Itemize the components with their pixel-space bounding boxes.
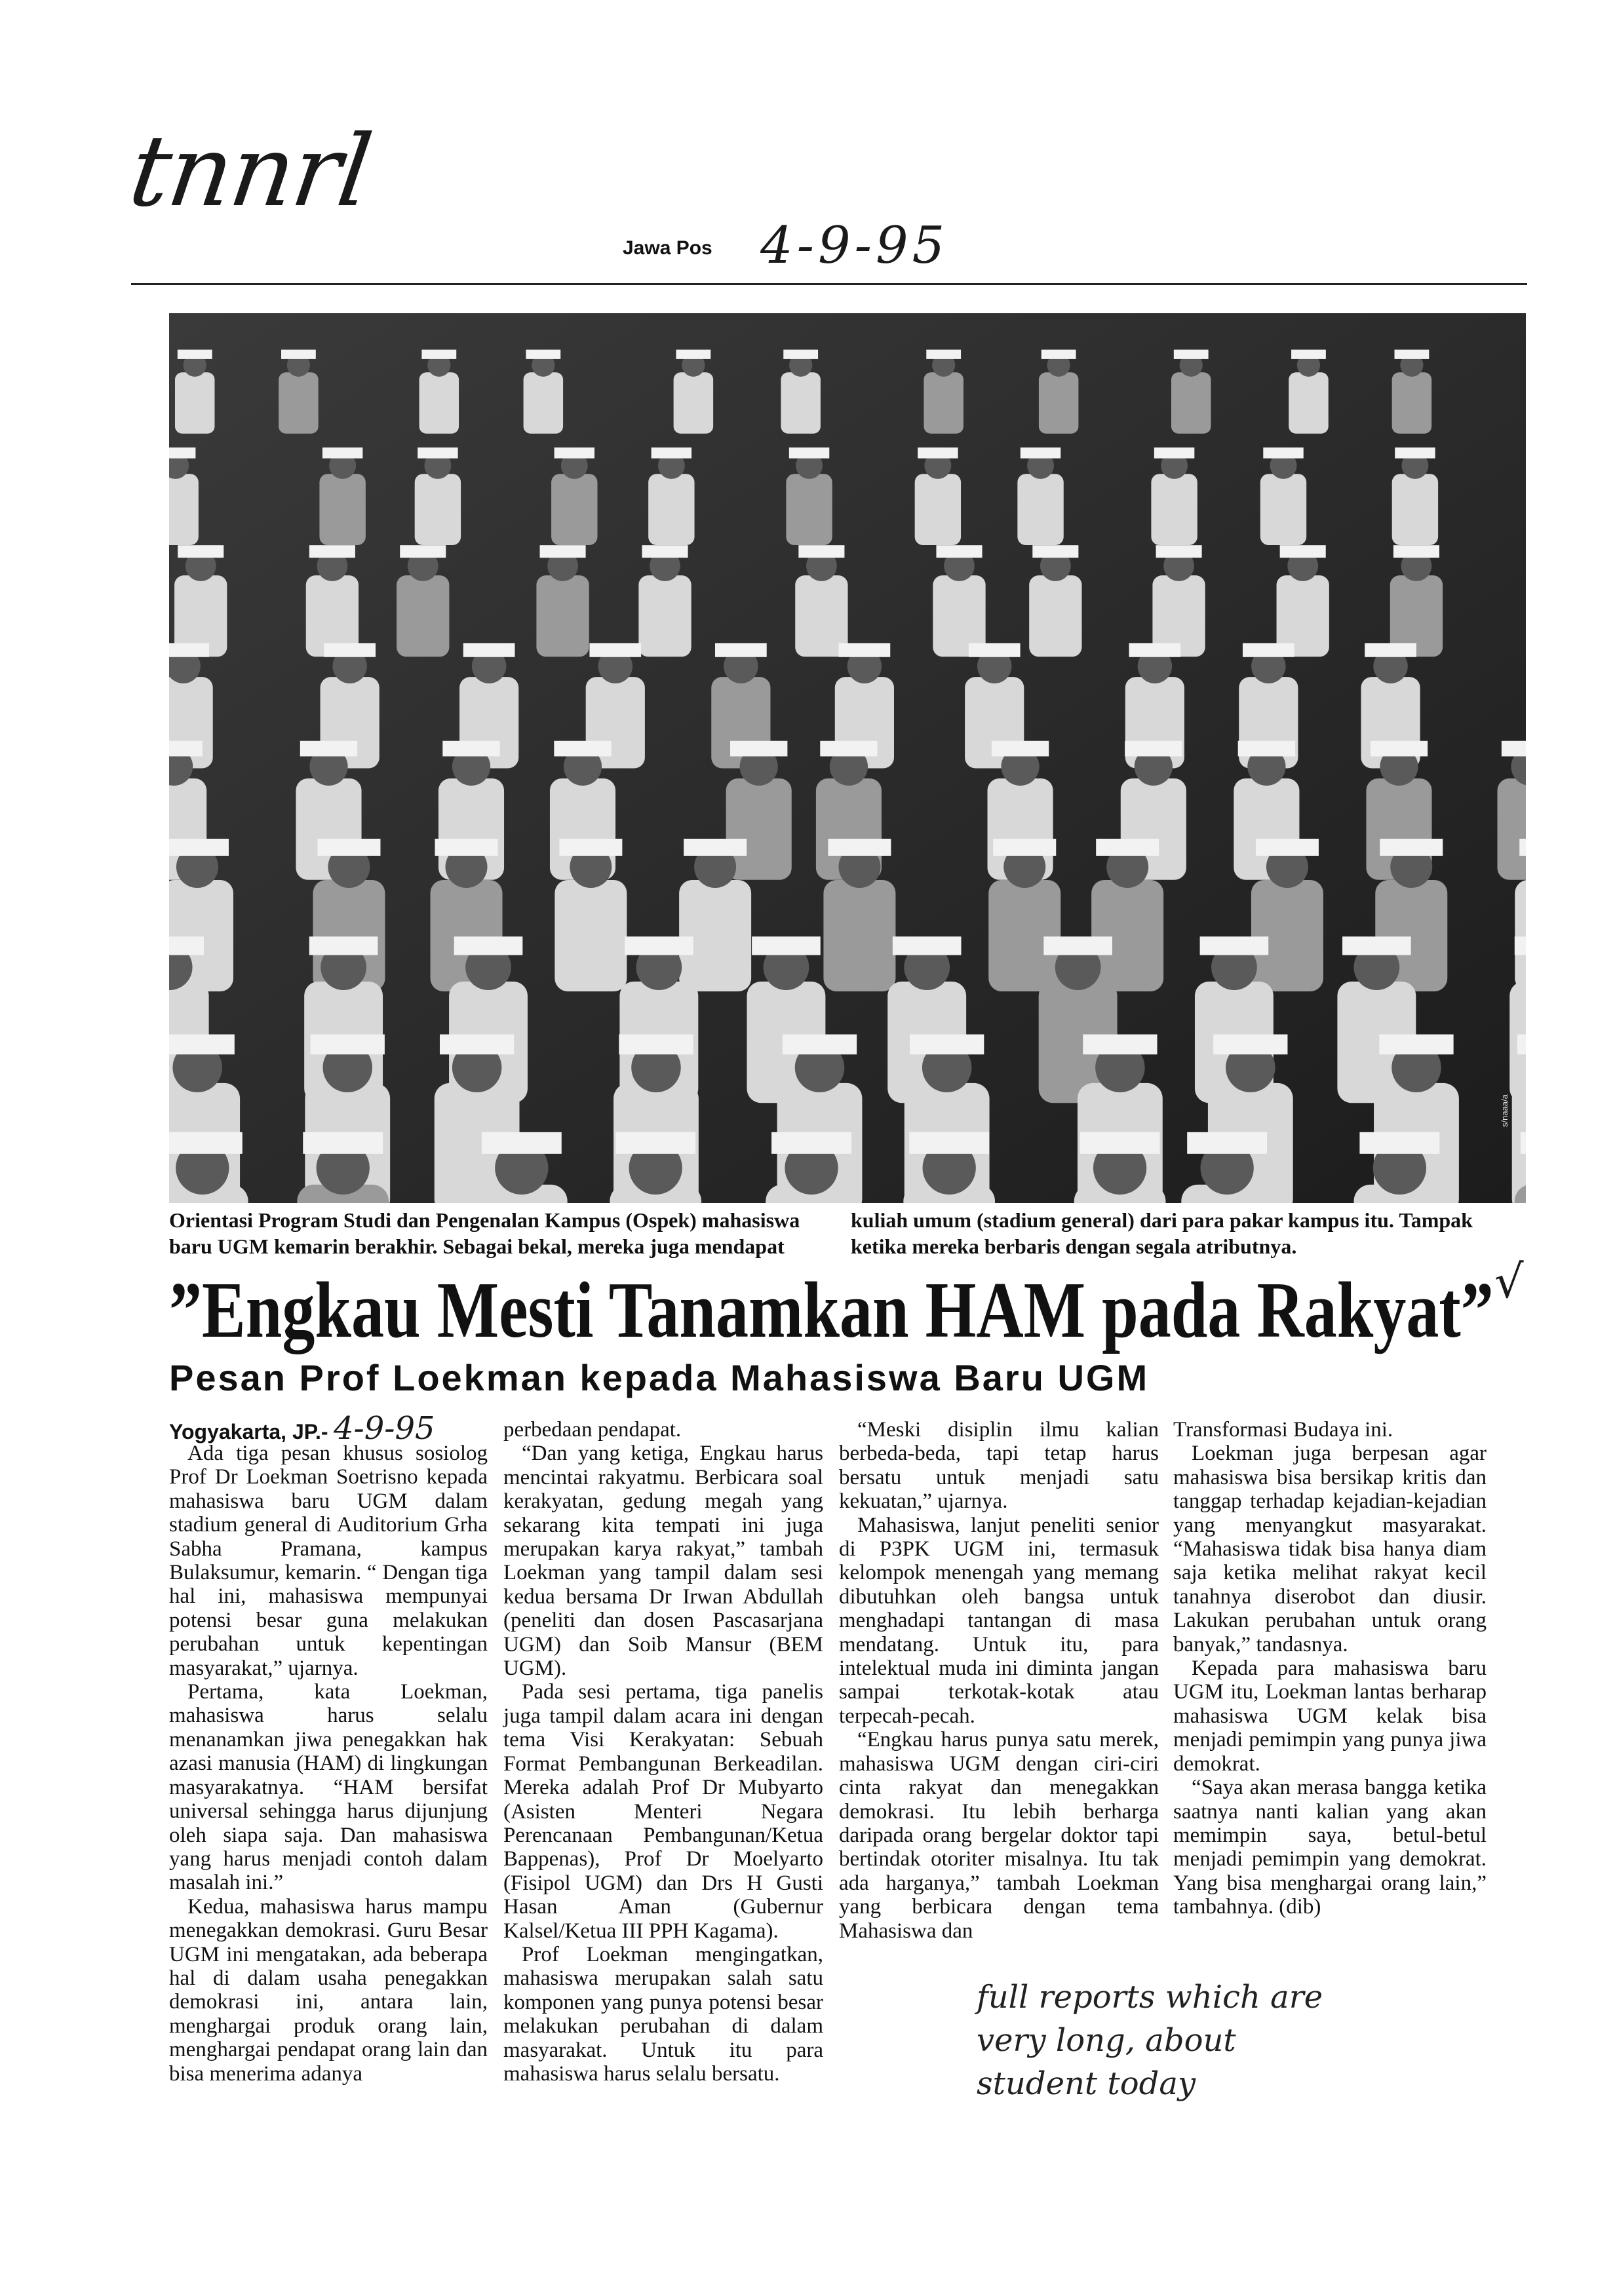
student-figure-hat — [1174, 350, 1209, 359]
student-figure-hat — [482, 1132, 562, 1154]
student-figure-hat — [1393, 545, 1439, 558]
student-figure-hat — [442, 741, 499, 757]
student-figure-body — [279, 372, 319, 434]
photo-credit: s/naaa/a — [1500, 1094, 1509, 1127]
handwritten-check-mark: √ — [1494, 1255, 1524, 1309]
paragraph: “Dan yang ketiga, Engkau harus mencintai rakyatmu. Berbicara soal kerakyatan, gedung megah yang sekarang kita tempati ini juga merupakan karya rakyat,” tambah Loekman yang tampil dalam sesi kedua bersama Dr Irwan Abdullah (peneliti dan dosen Pascasarjana UGM) dan Soib Mansur (BEM UGM). — [503, 1442, 823, 1681]
student-figure-body — [1039, 372, 1079, 434]
student-figure-hat — [910, 1035, 984, 1055]
article-column-3 — [839, 1418, 1159, 1943]
student-figure-hat — [526, 350, 560, 359]
student-figure-hat — [1125, 741, 1182, 757]
student-figure-hat — [839, 643, 891, 657]
student-figure-hat — [454, 936, 523, 955]
student-figure-body — [924, 372, 963, 434]
student-figure-hat — [969, 643, 1021, 657]
student-figure-hat — [421, 350, 456, 359]
paragraph: Transformasi Budaya ini. — [1173, 1418, 1393, 1442]
student-figure-body — [638, 575, 691, 657]
handwritten-dateline: 4-9-95 — [334, 1410, 435, 1447]
student-figure-hat — [783, 1035, 857, 1055]
student-figure-hat — [1080, 1132, 1160, 1154]
student-figure-hat — [1291, 350, 1326, 359]
paragraph: Ada tiga pesan khusus sosiolog Prof Dr Loekman Soetrisno kepada mahasiswa baru UGM dalam stadium general di Auditorium Grha Sabha Pramana, kampus Bulaksumur, kemarin. “ Dengan tiga hal ini, mahasiswa mempunyai potensi besar guna melakukan perubahan untuk kepentingan masyarakat,” ujarnya. — [169, 1442, 488, 1680]
student-figure-hat — [169, 448, 195, 459]
student-figure-body — [1171, 372, 1211, 434]
student-figure-hat — [893, 936, 962, 955]
student-figure-hat — [169, 1132, 243, 1154]
student-figure-hat — [1395, 350, 1430, 359]
student-figure-hat — [642, 545, 688, 558]
article-column-2 — [503, 1418, 823, 2086]
student-figure-hat — [1380, 839, 1443, 856]
student-figure-body — [397, 575, 449, 657]
student-figure-hat — [752, 936, 821, 955]
caption-left-line: Orientasi Program Studi dan Pengenalan Kampus (Ospek) mahasiswa — [169, 1208, 800, 1232]
student-figure-hat — [1096, 839, 1159, 856]
student-figure-hat — [918, 448, 958, 459]
student-figure-hat — [540, 545, 586, 558]
student-figure-hat — [303, 1132, 383, 1154]
caption-right — [851, 1207, 1473, 1259]
paragraph: Mahasiswa, lanjut peneliti senior di P3PK UGM ini, termasuk kelompok menengah yang memang dibutuhkan oleh bangsa untuk menghadapi tantangan di masa mendatang. Untuk itu, para intelektual muda ini diminta jangan sampai terkotak-kotak atau terpecah-pecah. — [839, 1513, 1159, 1728]
students-marching-photo — [169, 313, 1526, 1203]
student-figure-hat — [1187, 1132, 1267, 1154]
student-figure-hat — [1359, 1132, 1439, 1154]
student-figure-hat — [615, 1132, 695, 1154]
student-figure-hat — [178, 545, 224, 558]
student-figure-hat — [1395, 448, 1435, 459]
student-figure-hat — [783, 350, 818, 359]
paragraph: “Saya akan merasa bangga ketika saatnya nanti kalian yang akan memimpin saya, betul-betul menjadi pemimpin yang demokrat. Yang bisa menghargai orang lain,” tambahnya. (dib) — [1173, 1776, 1487, 1919]
student-figure-hat — [1342, 936, 1411, 955]
student-figure-hat — [652, 448, 691, 459]
article-column-4 — [1173, 1418, 1487, 1919]
student-figure-hat — [820, 741, 877, 757]
handwritten-logo: tnnrl — [123, 115, 378, 229]
student-figure-hat — [828, 839, 891, 856]
newspaper-source: Jawa Pos — [623, 237, 712, 259]
student-figure-hat — [1032, 545, 1078, 558]
student-figure-hat — [1280, 545, 1326, 558]
dateline: Yogyakarta, JP.- — [169, 1420, 328, 1444]
student-figure-hat — [281, 350, 316, 359]
student-figure-body — [1515, 880, 1526, 991]
student-figure-hat — [1200, 936, 1269, 955]
caption-right-line: kuliah umum (stadium general) dari para pakar kampus itu. Tampak — [851, 1208, 1473, 1232]
student-figure-body — [915, 474, 961, 545]
student-figure-hat — [926, 350, 961, 359]
student-figure-body — [674, 372, 714, 434]
article-column-1 — [169, 1442, 488, 2086]
student-figure-hat — [1371, 741, 1428, 757]
student-figure-hat — [440, 1035, 514, 1055]
student-figure-body — [1392, 372, 1432, 434]
student-figure-hat — [589, 643, 641, 657]
student-figure-body — [823, 880, 895, 991]
caption-right-line: ketika mereka berbaris dengan segala atributnya. — [851, 1234, 1297, 1258]
student-figure-hat — [993, 839, 1056, 856]
student-figure-body — [524, 372, 564, 434]
paragraph: “Engkau harus punya satu merek, mahasiswa UGM dengan ciri-ciri cinta rakyat dan menegakkan demokrasi. Itu lebih berharga daripada orang bergelar doktor tapi bertindak otoriter misalnya. Itu tak ada harganya,” tambah Loekman yang berbicara dengan tema Mahasiswa dan — [839, 1728, 1159, 1943]
student-figure-hat — [676, 350, 710, 359]
photo-graphic — [169, 313, 1526, 1203]
student-figure-hat — [684, 839, 747, 856]
student-figure-body — [1260, 474, 1306, 545]
paragraph: Pertama, kata Loekman, mahasiswa harus selalu menanamkan jiwa penegakkan hak azasi manusia (HAM) di lingkungan masyarakatnya. “HAM bersifat universal sehingga harus dijunjung oleh siapa saja. Dan mahasiswa yang harus menjadi contoh dalam masalah ini.” — [169, 1680, 488, 1895]
student-figure-body — [169, 474, 199, 545]
student-figure-body — [1029, 575, 1081, 657]
student-figure-hat — [798, 545, 844, 558]
student-figure-hat — [317, 839, 380, 856]
student-figure-body — [415, 474, 461, 545]
student-figure-body — [551, 474, 597, 545]
student-figure-hat — [1083, 1035, 1157, 1055]
header-rule — [131, 283, 1527, 285]
caption-left-line: baru UGM kemarin berakhir. Sebagai bekal, mereka juga mendapat — [169, 1234, 785, 1258]
student-figure-hat — [1517, 1035, 1526, 1055]
handwritten-date: 4-9-95 — [760, 216, 949, 275]
paragraph: Pada sesi pertama, tiga panelis juga tampil dalam acara ini dengan tema Visi Kerakyatan: Sebuah Format Pembangunan Berkeadilan. Mereka adalah Prof Dr Mubyarto (Asisten Menteri Negara Perencanaan Pembangunan/Ketua Bappenas), Prof Dr Moelyarto (Fisipol UGM) dan Drs H Gusti Hasan Aman (Gubernur Kalsel/Ketua III PPH Kagama). — [503, 1680, 823, 1943]
student-figure-hat — [909, 1132, 989, 1154]
student-figure-hat — [1156, 545, 1202, 558]
paragraph: Kepada para mahasiswa baru UGM itu, Loekman lantas berharap mahasiswa UGM kelak bisa menjadi pemimpin yang punya jiwa demokrat. — [1173, 1656, 1487, 1776]
student-figure-body — [1017, 474, 1063, 545]
student-figure-hat — [300, 741, 357, 757]
handwritten-note-line: very long, about — [977, 2022, 1236, 2059]
student-figure-hat — [559, 839, 622, 856]
student-figure-hat — [1154, 448, 1194, 459]
handwritten-note-line: student today — [977, 2065, 1196, 2102]
student-figure-body — [781, 372, 821, 434]
student-figure-hat — [311, 1035, 385, 1055]
student-figure-body — [1151, 474, 1197, 545]
student-figure-hat — [169, 643, 209, 657]
article-headline: ”Engkau Mesti Tanamkan HAM pada Rakyat” — [169, 1266, 1494, 1354]
paragraph: Loekman juga berpesan agar mahasiswa bisa bersikap kritis dan tanggap terhadap kejadian-kejadian yang menyangkut masyarakat. “Mahasiswa tidak bisa hanya diam saja ketika melihat rakyat kecil tanahnya diserobot dan diusir. Lakukan perubahan untuk orang banyak,” tandasnya. — [1173, 1442, 1487, 1656]
student-figure-hat — [169, 741, 203, 757]
student-figure-hat — [169, 936, 204, 955]
student-figure-body — [988, 880, 1060, 991]
student-figure-body — [419, 372, 459, 434]
student-figure-body — [175, 372, 215, 434]
student-figure-hat — [1021, 448, 1060, 459]
student-figure-hat — [554, 741, 611, 757]
student-figure-hat — [400, 545, 446, 558]
student-figure-hat — [1519, 839, 1526, 856]
student-figure-body — [1091, 880, 1163, 991]
student-figure-hat — [324, 643, 376, 657]
student-figure-hat — [435, 839, 498, 856]
student-figure-body — [679, 880, 751, 991]
student-figure-hat — [1043, 936, 1112, 955]
student-figure-hat — [322, 448, 362, 459]
paragraph: Prof Loekman mengingatkan, mahasiswa merupakan salah satu komponen yang punya potensi besar melakukan perubahan di dalam masyarakat. Untuk itu para mahasiswa harus selalu bersatu. — [503, 1942, 823, 2086]
student-figure-hat — [730, 741, 787, 757]
student-figure-hat — [1263, 448, 1303, 459]
student-figure-body — [536, 575, 589, 657]
student-figure-body — [786, 474, 832, 545]
student-figure-hat — [936, 545, 982, 558]
student-figure-hat — [1521, 1132, 1526, 1154]
student-figure-hat — [619, 1035, 693, 1055]
student-figure-hat — [1129, 643, 1181, 657]
caption-left — [169, 1207, 800, 1259]
student-figure-hat — [715, 643, 767, 657]
student-figure-body — [1251, 880, 1323, 991]
student-figure-hat — [1238, 741, 1295, 757]
student-figure-hat — [555, 448, 594, 459]
student-figure-body — [555, 880, 627, 991]
student-figure-body — [1289, 372, 1329, 434]
paragraph: Kedua, mahasiswa harus mampu menegakkan demokrasi. Guru Besar UGM ini mengatakan, ada beberapa hal di dalam usaha penegakkan demokrasi ini, antara lain, menghargai produk orang lain, menghargai pendapat orang lain dan bisa menerima adanya — [169, 1894, 488, 2086]
student-figure-hat — [771, 1132, 851, 1154]
student-figure-hat — [1365, 643, 1416, 657]
student-figure-hat — [309, 545, 355, 558]
student-figure-hat — [1213, 1035, 1287, 1055]
student-figure-hat — [169, 839, 229, 856]
student-figure-hat — [1502, 741, 1526, 757]
student-figure-hat — [309, 936, 378, 955]
student-figure-hat — [1256, 839, 1319, 856]
student-figure-body — [319, 474, 365, 545]
student-figure-hat — [1379, 1035, 1453, 1055]
student-figure-hat — [1041, 350, 1076, 359]
student-figure-hat — [169, 1035, 235, 1055]
student-figure-hat — [1515, 936, 1526, 955]
paragraph: perbedaan pendapat. — [503, 1418, 682, 1442]
student-figure-hat — [625, 936, 693, 955]
student-figure-hat — [789, 448, 829, 459]
handwritten-note-line: full reports which are — [977, 1979, 1323, 2016]
paragraph: “Meski disiplin ilmu kalian berbeda-beda, tapi tetap harus bersatu untuk menjadi satu kekuatan,” ujarnya. — [839, 1418, 1159, 1514]
student-figure-hat — [992, 741, 1049, 757]
student-figure-body — [1392, 474, 1438, 545]
student-figure-body — [648, 474, 694, 545]
student-figure-body — [1497, 778, 1526, 880]
student-figure-hat — [178, 350, 212, 359]
student-figure-hat — [1243, 643, 1294, 657]
student-figure-hat — [418, 448, 457, 459]
student-figure-hat — [463, 643, 515, 657]
article-subheadline: Pesan Prof Loekman kepada Mahasiswa Baru UGM — [169, 1357, 1150, 1398]
handwritten-note — [977, 1976, 1323, 2105]
